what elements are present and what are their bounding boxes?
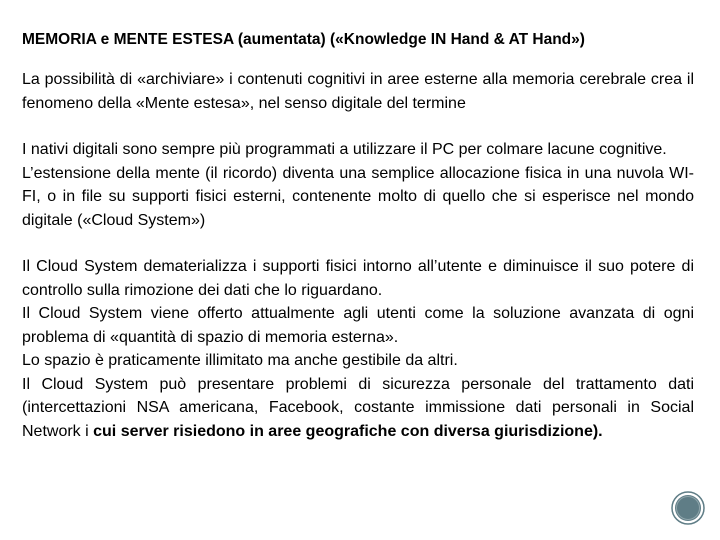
security-text-bold: cui server risiedono in aree geografiche con diversa giurisdizione). [93, 422, 603, 440]
paragraph-cloud-control: Il Cloud System dematerializza i supporti fisici intorno all’utente e diminuisce il suo potere di controllo sulla rimozione dei dati che lo riguardano. [22, 258, 694, 299]
slide-content [22, 30, 694, 443]
security-text: Il Cloud System può presentare problemi di sicurezza personale del trattamento dati (intercettazioni NSA americana, Facebook, costante immissione dati personali in Social Network i [22, 375, 694, 440]
paragraph-space: Lo spazio è praticamente illimitato ma anche gestibile da altri. [22, 352, 458, 369]
paragraph-cloud-offer: Il Cloud System viene offerto attualmente agli utenti come la soluzione avanzata di ogni problema di «quantità di spazio di memoria esterna». [22, 305, 694, 346]
slide-title: MEMORIA e MENTE ESTESA (aumentata) («Knowledge IN Hand & AT Hand») [22, 31, 585, 48]
paragraph-digital-natives: I nativi digitali sono sempre più programmati a utilizzare il PC per colmare lacune cognitive. [22, 141, 667, 158]
paragraph-security [22, 373, 694, 444]
circle-nav-icon[interactable] [671, 491, 705, 525]
paragraph-archive: La possibilità di «archiviare» i contenuti cognitivi in aree esterne alla memoria cerebrale crea il fenomeno della «Mente estesa», nel senso digitale del termine [22, 71, 694, 112]
spacer [22, 115, 694, 138]
spacer [22, 232, 694, 255]
paragraph-mind-extension: L’estensione della mente (il ricordo) diventa una semplice allocazione fisica in una nuvola WI-FI, o in file su supporti fisici esterni, contenente molto di quello che si esperisce nel mondo digitale («Cloud System») [22, 164, 694, 229]
